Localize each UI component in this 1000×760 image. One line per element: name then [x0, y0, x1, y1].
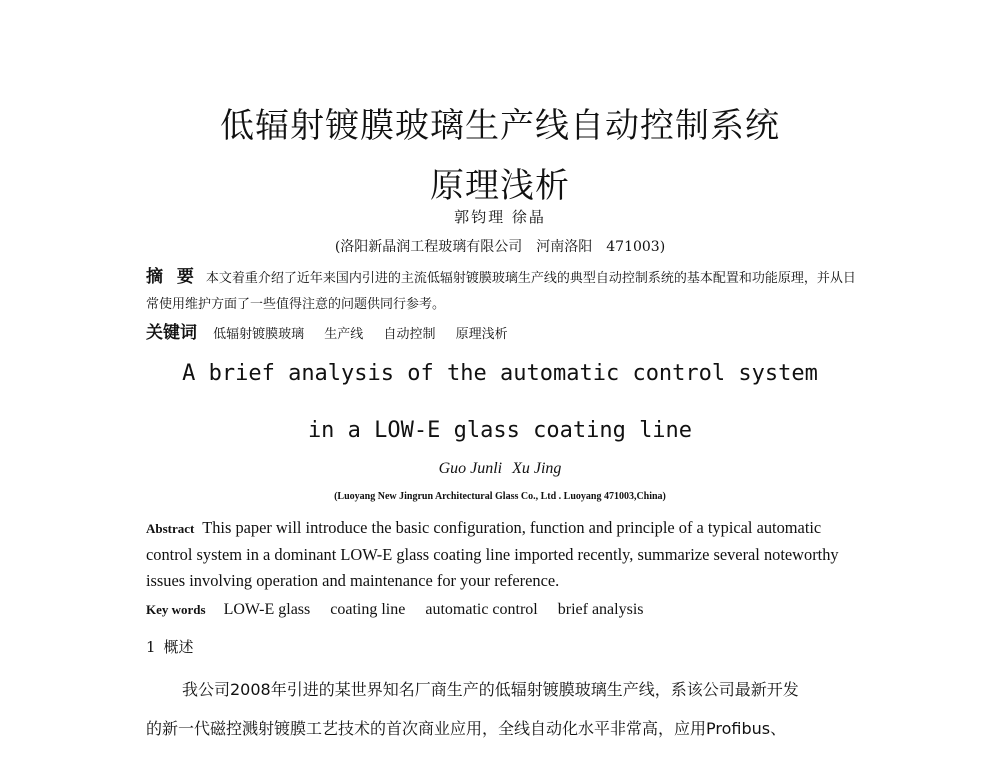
- section-heading: [146, 636, 194, 657]
- keyword-cn: 低辐射镀膜玻璃: [213, 327, 305, 342]
- affiliation-en: (Luoyang New Jingrun Architectural Glass Co., Ltd . Luoyang 471003,China): [334, 491, 666, 502]
- authors-cn: 郭钧理 徐晶: [454, 208, 546, 226]
- keyword-cn: 自动控制: [383, 327, 436, 342]
- abstract-cn: [146, 264, 858, 318]
- abstract-en: [146, 515, 854, 594]
- keyword-en: LOW-E glass: [223, 601, 311, 618]
- keyword-en: brief analysis: [557, 601, 644, 618]
- keywords-cn-label: 关键词: [146, 323, 197, 343]
- abstract-en-text: This paper will introduce the basic configuration, function and principle of a typical automatic control system in a dominant LOW-E glass coating line imported recently, summarize several noteworthy issues involving operation and maintenance for your reference.: [146, 518, 839, 590]
- section-number: 1: [146, 638, 156, 656]
- keyword-en: automatic control: [425, 601, 538, 618]
- keywords-cn: [146, 318, 858, 343]
- keywords-en: [146, 601, 854, 619]
- keyword-cn: 原理浅析: [455, 327, 508, 342]
- keyword-en: coating line: [330, 601, 406, 618]
- title-en-line2: in a LOW-E glass coating line: [307, 418, 693, 443]
- body-text-line: 的新一代磁控溅射镀膜工艺技术的首次商业应用，全线自动化水平非常高，应用Profibus、: [146, 719, 787, 738]
- affiliation-cn: (洛阳新晶润工程玻璃有限公司 河南洛阳 471003): [334, 239, 666, 255]
- title-en-line1: A brief analysis of the automatic control system: [182, 361, 818, 386]
- keyword-cn: 生产线: [324, 327, 364, 342]
- abstract-en-label: Abstract: [146, 521, 195, 536]
- keywords-en-label: Key words: [146, 602, 206, 617]
- authors-en: [0, 460, 1000, 478]
- body-text-line: 我公司2008年引进的某世界知名厂商生产的低辐射镀膜玻璃生产线，系该公司最新开发: [182, 680, 799, 699]
- author-en: Guo Junli: [438, 460, 503, 477]
- section-title: 概述: [163, 638, 194, 656]
- abstract-cn-label: 摘 要: [146, 267, 198, 287]
- title-cn-line1: 低辐射镀膜玻璃生产线自动控制系统: [220, 106, 780, 146]
- author-en: Xu Jing: [512, 460, 562, 477]
- title-cn-line2: 原理浅析: [430, 166, 570, 206]
- abstract-cn-text: 本文着重介绍了近年来国内引进的主流低辐射镀膜玻璃生产线的典型自动控制系统的基本配置和功能原理，并从日常使用维护方面了一些值得注意的问题供同行参考。: [146, 271, 856, 312]
